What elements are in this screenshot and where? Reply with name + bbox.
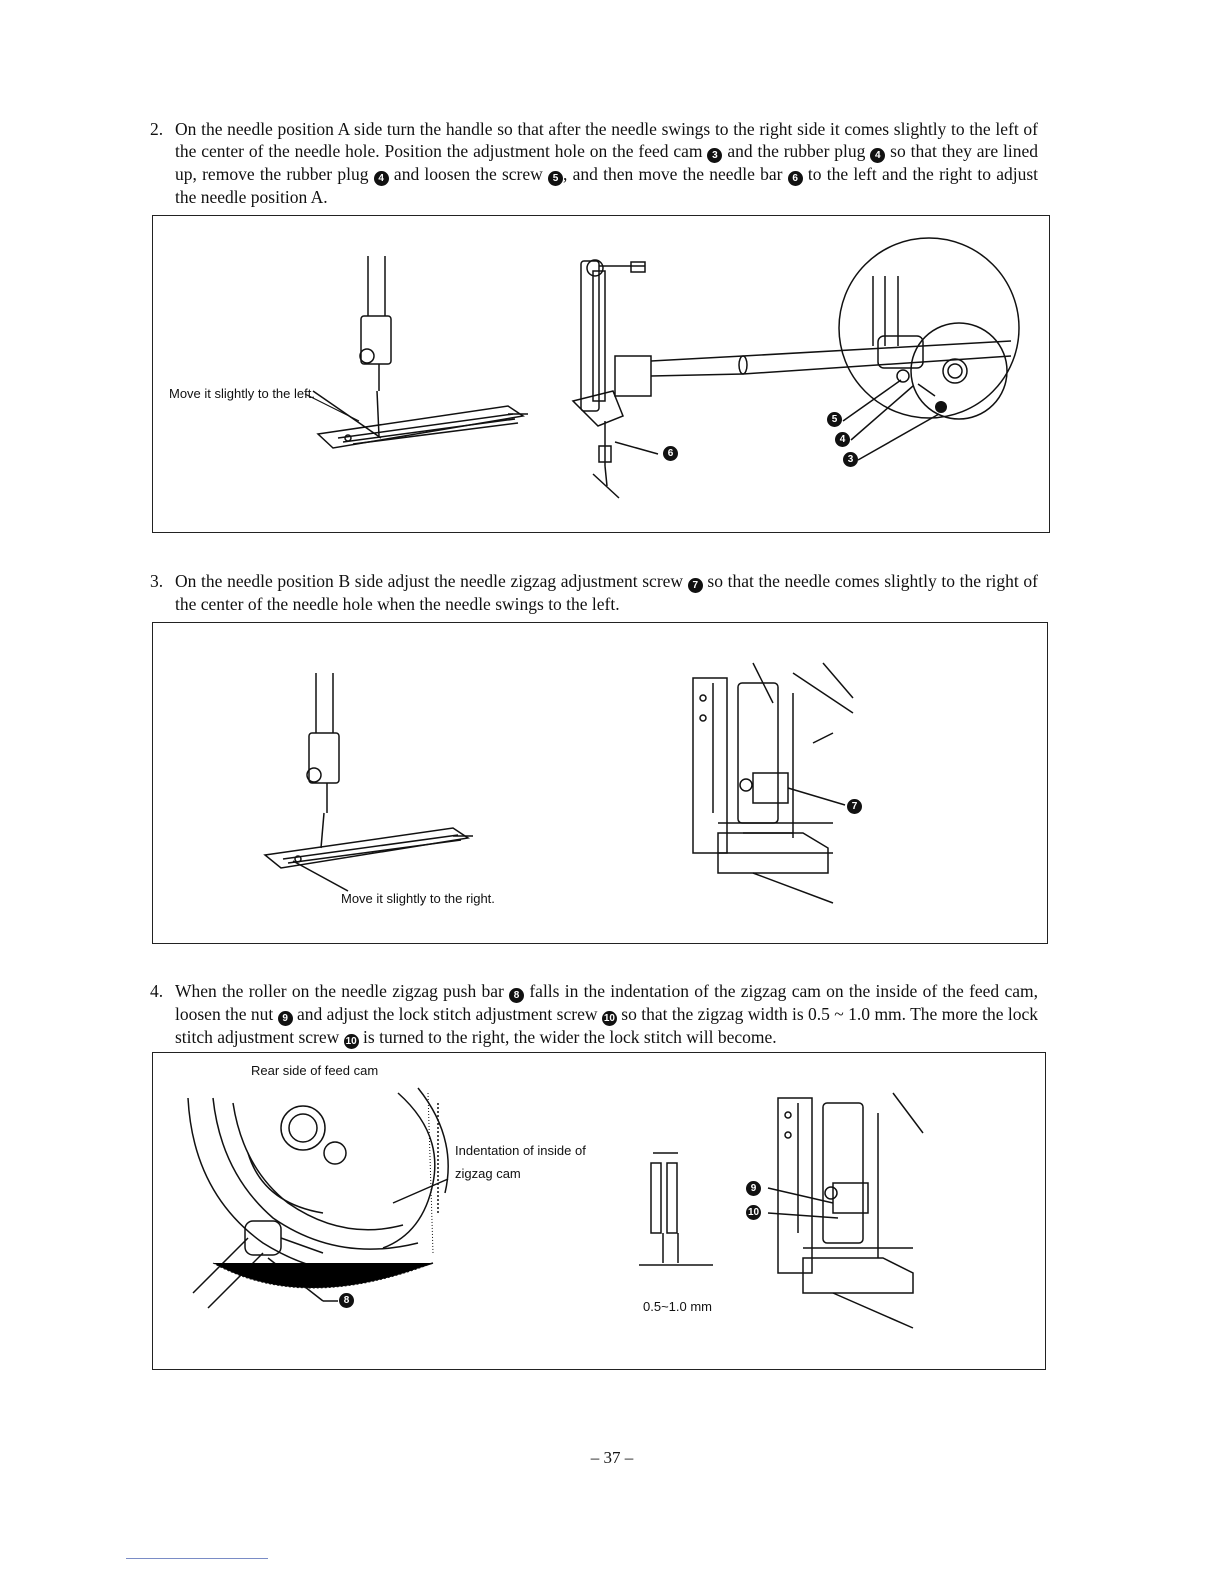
label-indentation-1: Indentation of inside of bbox=[455, 1143, 586, 1158]
callout-3: 3 bbox=[843, 452, 858, 467]
callout-marker: 3 bbox=[707, 148, 722, 163]
label-move-right: Move it slightly to the right. bbox=[341, 891, 495, 906]
label-move-left: Move it slightly to the left. bbox=[169, 386, 315, 401]
step-text: On the needle position A side turn the handle so that after the needle swings to the right side it comes slightly to the left of the center of the needle hole. Position the adjustment hole on the feed cam 3 and the rubber plug 4 so that they are lined up, remove the rubber plug 4 and loosen the screw 5 , and then move the needle bar 6 to the left and the right to adjust the needle position A. bbox=[175, 119, 1038, 207]
callout-7: 7 bbox=[847, 799, 862, 814]
figure-2-drawing bbox=[153, 623, 1047, 943]
callout-marker: 10 bbox=[603, 1013, 615, 1024]
figure-lock-stitch-adjustment bbox=[152, 1052, 1046, 1370]
step-4 bbox=[150, 980, 1038, 1049]
figure-3-drawing bbox=[153, 1053, 1045, 1369]
step-number: 4. bbox=[150, 981, 164, 1001]
callout-marker: 4 bbox=[374, 171, 389, 186]
label-zigzag-width: 0.5~1.0 mm bbox=[643, 1299, 713, 1314]
callout-4: 4 bbox=[835, 432, 850, 447]
step-number: 3. bbox=[150, 571, 164, 591]
callout-9: 9 bbox=[746, 1181, 761, 1196]
callout-10: 10 bbox=[747, 1207, 760, 1218]
figure-1-drawing bbox=[153, 216, 1049, 532]
callout-marker: 7 bbox=[688, 578, 703, 593]
callout-8: 8 bbox=[339, 1293, 354, 1308]
label-rear-side: Rear side of feed cam bbox=[251, 1063, 379, 1078]
step-text: When the roller on the needle zigzag push bar 8 falls in the indentation of the zigzag cam on the inside of the feed cam, loosen the nut 9 and adjust the lock stitch adjustment screw 10 so that the zigzag width is 0.5 ~ 1.0 mm. The more the lock stitch adjustment screw 10 is turned to the right, the wider the lock stitch will become. bbox=[175, 981, 1038, 1047]
step-2 bbox=[150, 118, 1038, 208]
callout-marker: 5 bbox=[548, 171, 563, 186]
label-indentation-2: zigzag cam bbox=[455, 1166, 521, 1181]
callout-marker: 8 bbox=[509, 988, 524, 1003]
callout-marker: 10 bbox=[345, 1036, 357, 1047]
callout-marker: 6 bbox=[788, 171, 803, 186]
callout-marker: 4 bbox=[870, 148, 885, 163]
footer-rule bbox=[126, 1558, 268, 1559]
step-number: 2. bbox=[150, 119, 164, 139]
step-3 bbox=[150, 570, 1038, 615]
step-text: On the needle position B side adjust the needle zigzag adjustment screw 7 so that the needle comes slightly to the right of the center of the needle hole when the needle swings to the left. bbox=[175, 571, 1038, 614]
figure-needle-position-a bbox=[152, 215, 1050, 533]
callout-marker: 9 bbox=[278, 1011, 293, 1026]
callout-5: 5 bbox=[827, 412, 842, 427]
callout-6: 6 bbox=[663, 446, 678, 461]
page-number: – 37 – bbox=[590, 1448, 634, 1467]
figure-needle-position-b bbox=[152, 622, 1048, 944]
